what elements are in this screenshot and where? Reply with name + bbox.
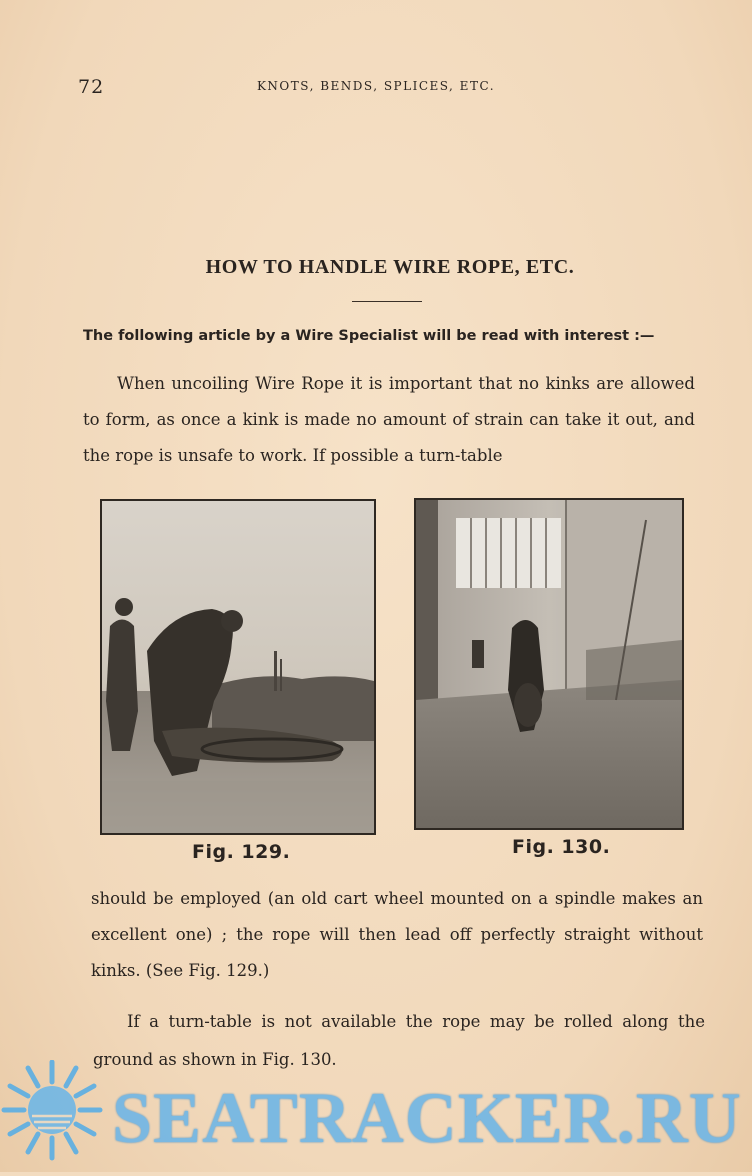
figure-130-photo — [414, 498, 684, 830]
paragraph-1: When uncoiling Wire Rope it is important that no kinks are allowed to form, as once a kink is made no amount of strain can take it out, and the rope is unsafe to work. If possible a turn-table — [83, 374, 695, 465]
figure-130-caption: Fig. 130. — [512, 836, 611, 858]
running-head: KNOTS, BENDS, SPLICES, ETC. — [256, 79, 496, 93]
figure-129-caption: Fig. 129. — [192, 841, 291, 863]
watermark-text: SEATRACKER.RU — [112, 1078, 742, 1158]
paragraph-2: should be employed (an old cart wheel mounted on a spindle makes an excellent one) ; the rope will then lead off perfectly straight without kinks. (See Fig. 129.) — [91, 889, 703, 980]
title-rule — [352, 301, 422, 302]
page-number: 72 — [78, 76, 105, 98]
figure-129-photo — [100, 499, 376, 835]
section-title: HOW TO HANDLE WIRE ROPE, ETC. — [205, 256, 575, 278]
paragraph-3: If a turn-table is not available the rope may be rolled along the ground as shown in Fig. 130. — [93, 1012, 705, 1069]
intro-line: The following article by a Wire Specialist will be read with interest :— — [83, 328, 655, 344]
